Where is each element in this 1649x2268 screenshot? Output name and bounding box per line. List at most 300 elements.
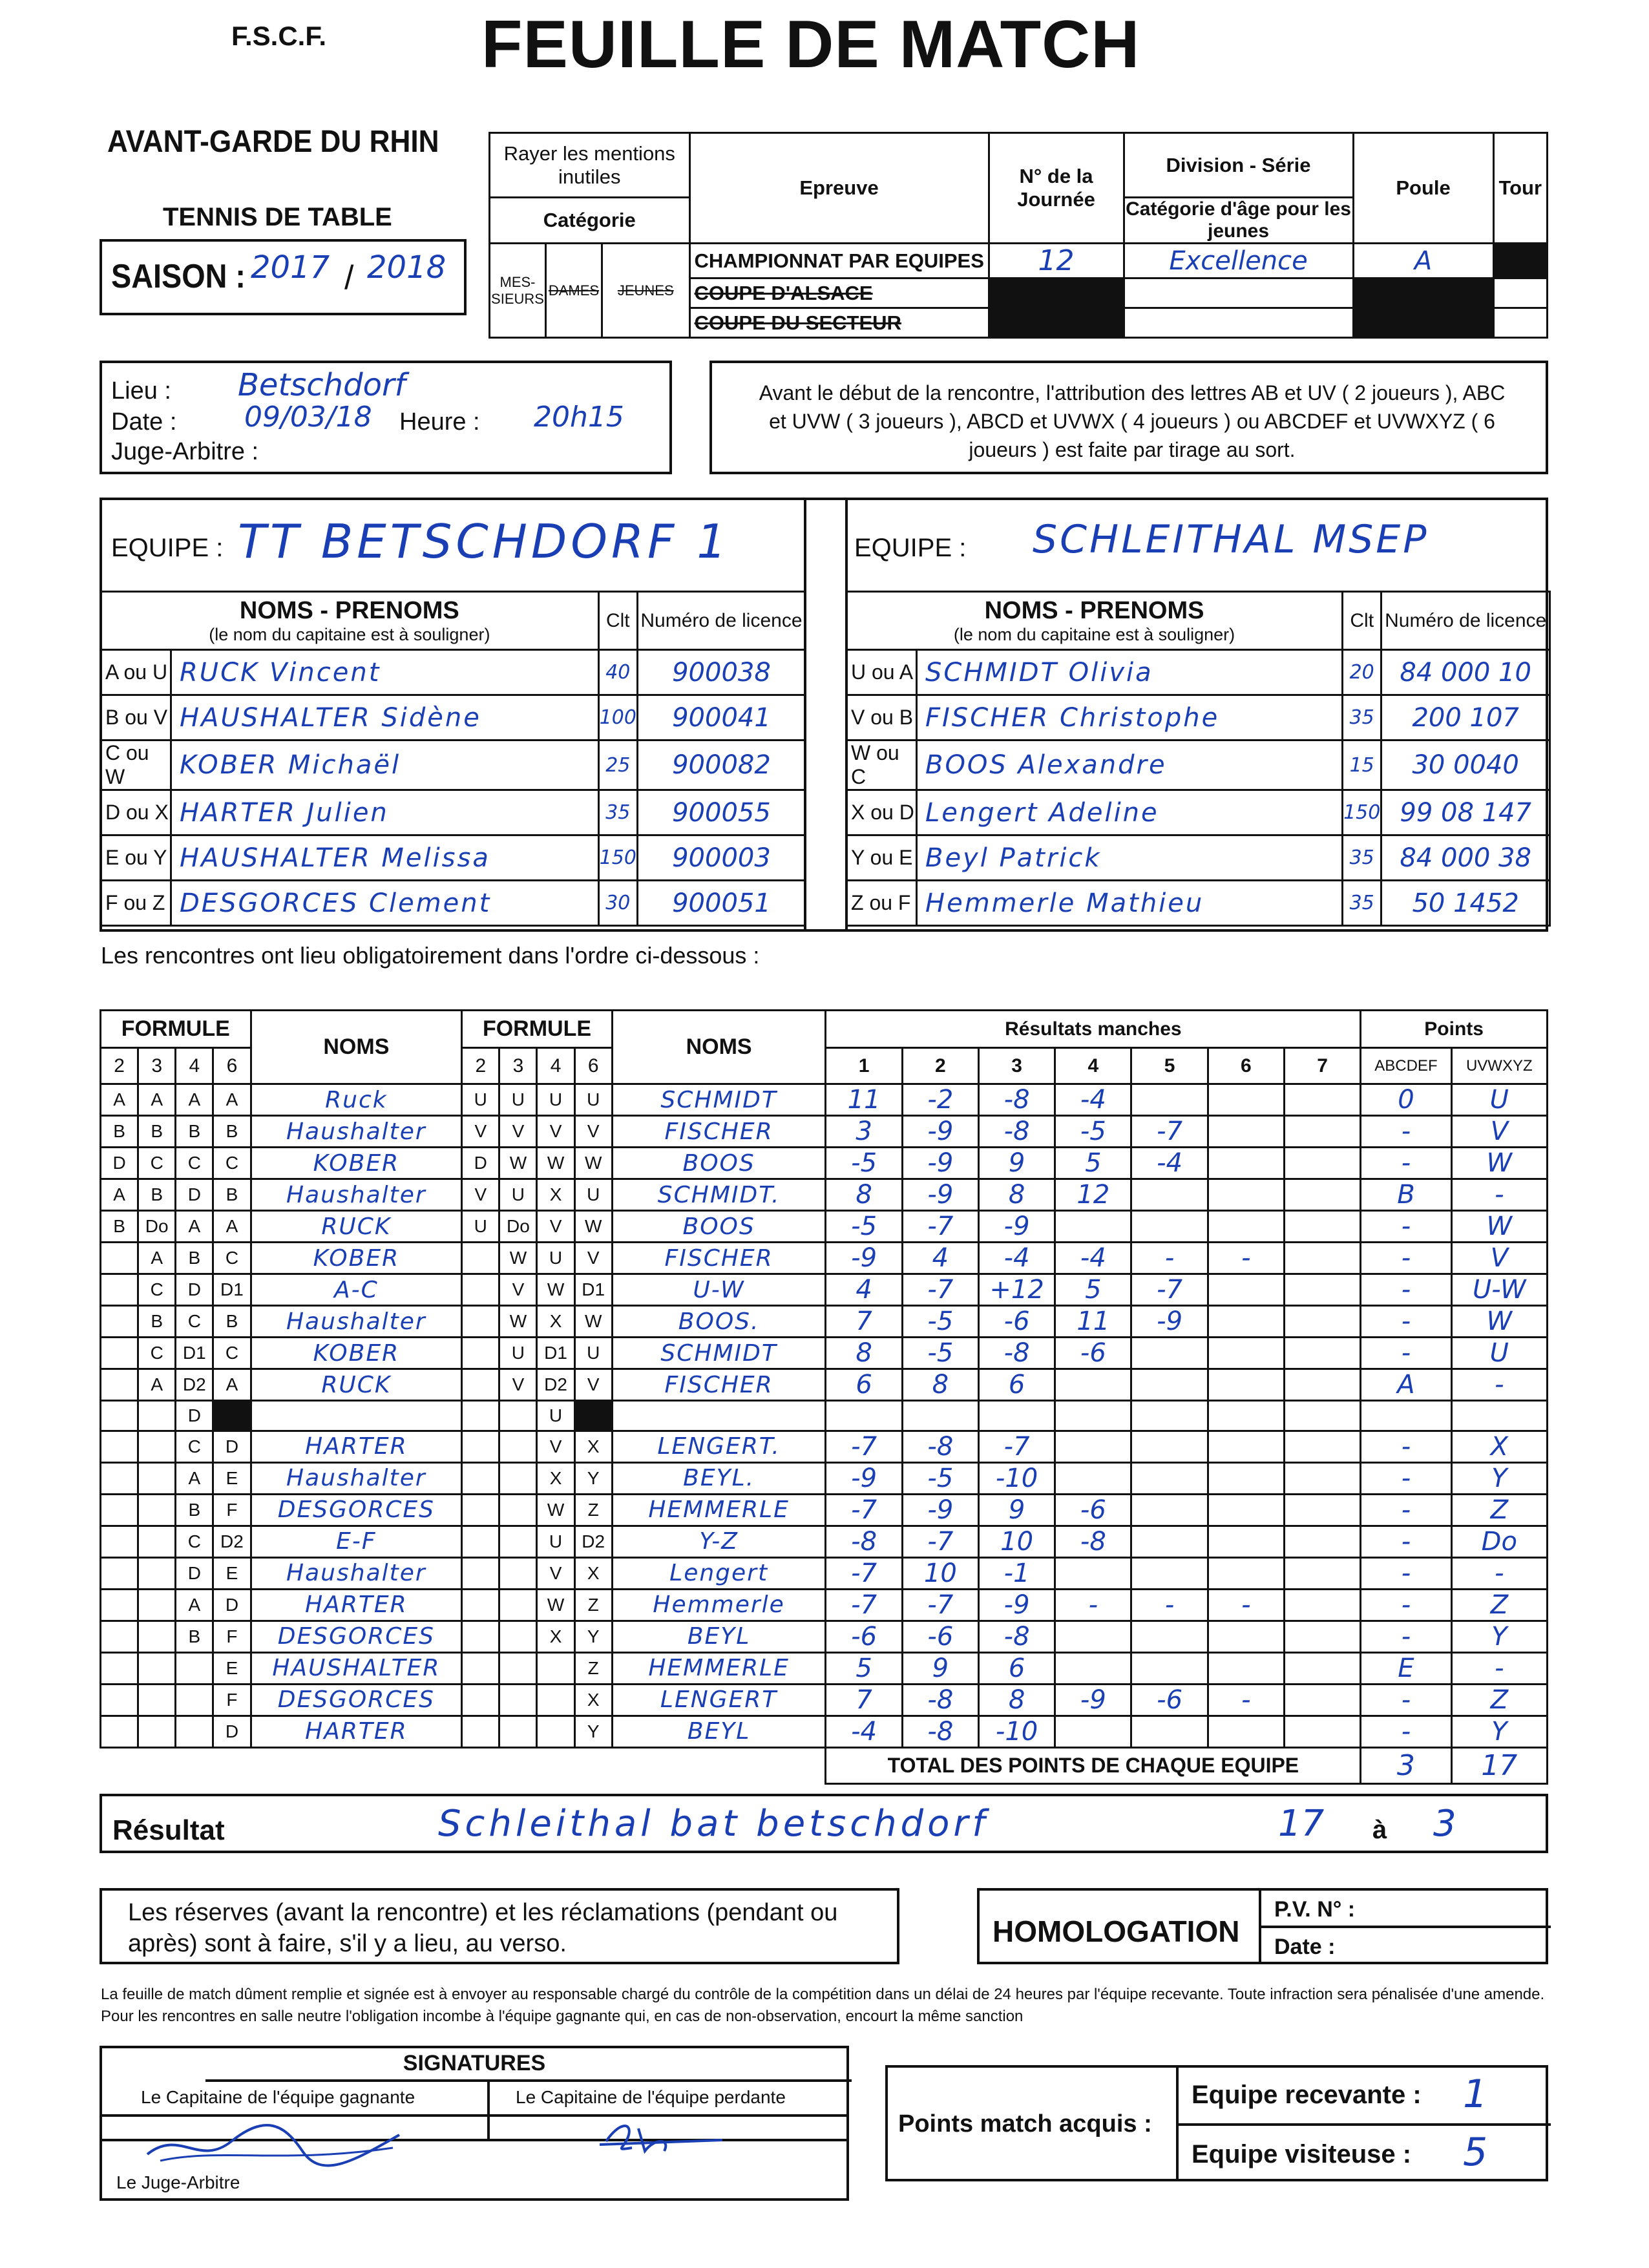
formule-right-cell: Y — [574, 1716, 612, 1747]
point-team-b: V — [1451, 1116, 1547, 1148]
formule-left-cell — [101, 1401, 138, 1431]
set-score — [1131, 1652, 1208, 1684]
set-score: -8 — [902, 1431, 978, 1462]
player-row — [846, 650, 1550, 695]
formule-right-cell: Z — [574, 1589, 612, 1621]
set-score — [1208, 1369, 1284, 1401]
formule-left-cell: D — [213, 1589, 251, 1621]
formule-left-col: 2 — [101, 1048, 138, 1084]
set-score: -7 — [826, 1431, 902, 1462]
formule-left-cell — [213, 1401, 251, 1431]
set-score: 11 — [1055, 1306, 1131, 1338]
point-team-a: - — [1361, 1116, 1451, 1148]
team-right-lic-header: Numéro de licence — [1381, 592, 1550, 650]
formule-right-cell: X — [574, 1684, 612, 1716]
noms-left-header: NOMS — [251, 1011, 462, 1084]
formule-left-cell: B — [176, 1494, 213, 1526]
match-right-name: FISCHER — [612, 1116, 826, 1148]
set-score — [1284, 1274, 1360, 1306]
formule-left-cell: E — [213, 1557, 251, 1589]
formule-left-cell: A — [176, 1211, 213, 1243]
formule-left-cell — [101, 1338, 138, 1369]
epreuve-row-coupe-secteur: COUPE DU SECTEUR — [689, 308, 989, 338]
set-score — [1208, 1401, 1284, 1431]
match-left-name: DESGORCES — [251, 1684, 462, 1716]
match-left-name: Haushalter — [251, 1306, 462, 1338]
formule-left-cell — [138, 1652, 176, 1684]
info-text: Avant le début de la rencontre, l'attribution des lettres AB et UV ( 2 joueurs ), ABC et UVW ( 3 joueurs ), ABCD et UVWX ( 4 joueurs ) ou ABCDEF et UVWXYZ ( 6 joueurs ) est faite par tirage au sort. — [759, 381, 1506, 461]
poule-blackout — [1353, 278, 1493, 308]
match-row — [101, 1338, 1548, 1369]
team-right-noms-header: NOMS - PRENOMS — [984, 596, 1204, 624]
set-score: 8 — [826, 1179, 902, 1211]
point-team-a: E — [1361, 1652, 1451, 1684]
match-right-name: Hemmerle — [612, 1589, 826, 1621]
set-score — [978, 1401, 1055, 1431]
player-clt: 150 — [1343, 790, 1381, 835]
point-team-b — [1451, 1401, 1547, 1431]
formule-left-cell: D — [176, 1179, 213, 1211]
poule-value: A — [1353, 244, 1493, 278]
formule-left-cell: C — [138, 1148, 176, 1179]
poule-header: Poule — [1353, 133, 1493, 244]
set-score: -9 — [826, 1462, 902, 1494]
match-right-name: BEYL. — [612, 1462, 826, 1494]
player-clt: 35 — [1343, 881, 1381, 926]
set-score — [1284, 1306, 1360, 1338]
point-team-b: W — [1451, 1211, 1547, 1243]
set-score — [1284, 1716, 1360, 1747]
epreuve-row-coupe-alsace: COUPE D'ALSACE — [689, 278, 989, 308]
formule-right-cell — [537, 1716, 574, 1747]
set-score — [902, 1401, 978, 1431]
set-score: -5 — [902, 1462, 978, 1494]
points-match-box — [885, 2065, 1548, 2181]
formule-left-cell: A — [138, 1243, 176, 1274]
player-name: SCHMIDT Olivia — [917, 650, 1343, 695]
formule-left-cell — [138, 1462, 176, 1494]
cat-messieurs: MES-SIEURS — [490, 244, 546, 338]
point-team-a: - — [1361, 1431, 1451, 1462]
set-score: 5 — [1055, 1148, 1131, 1179]
point-team-a: - — [1361, 1557, 1451, 1589]
formule-right-cell — [462, 1621, 499, 1652]
player-row — [846, 695, 1550, 740]
set-score — [1208, 1652, 1284, 1684]
formule-left-col: 6 — [213, 1048, 251, 1084]
formule-left-cell: F — [213, 1621, 251, 1652]
match-right-name: LENGERT — [612, 1684, 826, 1716]
formule-left-cell: B — [138, 1306, 176, 1338]
set-score: -8 — [978, 1084, 1055, 1116]
set-score: -5 — [826, 1211, 902, 1243]
formule-right-cell: V — [574, 1369, 612, 1401]
player-row — [101, 790, 806, 835]
match-left-name: RUCK — [251, 1211, 462, 1243]
saison-label: SAISON : — [111, 258, 246, 295]
formule-right-cell: W — [537, 1589, 574, 1621]
set-score: 3 — [826, 1116, 902, 1148]
formule-left-cell: D — [101, 1148, 138, 1179]
set-score — [1284, 1211, 1360, 1243]
saison-start: 2017 — [251, 249, 330, 286]
formule-left-cell: E — [213, 1462, 251, 1494]
rayer-mentions: Rayer les mentions inutiles — [490, 133, 690, 198]
journee-header: N° de la Journée — [989, 133, 1124, 244]
player-row — [846, 835, 1550, 881]
set-score: -6 — [1055, 1494, 1131, 1526]
formule-right-cell: V — [537, 1116, 574, 1148]
set-score: - — [1055, 1589, 1131, 1621]
signature-winner-label: Le Capitaine de l'équipe gagnante — [141, 2087, 415, 2107]
set-score: 4 — [902, 1243, 978, 1274]
formule-right-header: FORMULE — [462, 1011, 613, 1048]
set-score: -4 — [1055, 1243, 1131, 1274]
match-row — [101, 1401, 1548, 1431]
set-score — [1055, 1431, 1131, 1462]
formule-right-cell: W — [537, 1274, 574, 1306]
player-licence: 200 107 — [1381, 695, 1550, 740]
set-score: 5 — [826, 1652, 902, 1684]
set-score — [1131, 1369, 1208, 1401]
set-score — [1208, 1621, 1284, 1652]
player-clt: 100 — [598, 695, 637, 740]
set-score: -8 — [978, 1621, 1055, 1652]
player-clt: 150 — [598, 835, 637, 881]
set-score: -5 — [902, 1338, 978, 1369]
formule-left-cell: A — [176, 1462, 213, 1494]
formule-right-col: 3 — [499, 1048, 537, 1084]
juge-label: Juge-Arbitre : — [111, 438, 259, 465]
formule-right-cell — [499, 1652, 537, 1684]
match-right-name: SCHMIDT. — [612, 1179, 826, 1211]
player-name: FISCHER Christophe — [917, 695, 1343, 740]
set-score — [1055, 1211, 1131, 1243]
set-score: -7 — [902, 1274, 978, 1306]
set-header: 5 — [1131, 1048, 1208, 1084]
formule-left-cell: F — [213, 1494, 251, 1526]
point-team-a: - — [1361, 1274, 1451, 1306]
set-header: 3 — [978, 1048, 1055, 1084]
formule-right-cell: U — [537, 1084, 574, 1116]
division-value: Excellence — [1124, 244, 1353, 278]
set-score: 9 — [902, 1652, 978, 1684]
journee-blackout — [989, 278, 1124, 308]
set-score: -8 — [978, 1116, 1055, 1148]
player-clt: 35 — [1343, 695, 1381, 740]
formule-left-cell — [101, 1652, 138, 1684]
formule-right-cell: W — [499, 1148, 537, 1179]
set-score: -9 — [902, 1148, 978, 1179]
player-name: DESGORCES Clement — [171, 881, 599, 926]
set-score: -4 — [978, 1243, 1055, 1274]
set-score: -6 — [826, 1621, 902, 1652]
set-score: -6 — [1055, 1338, 1131, 1369]
set-score: -7 — [978, 1431, 1055, 1462]
match-row — [101, 1084, 1548, 1116]
point-team-b: U-W — [1451, 1274, 1547, 1306]
set-score: -7 — [902, 1526, 978, 1557]
formule-left-cell: B — [138, 1116, 176, 1148]
formule-left-cell: D2 — [176, 1369, 213, 1401]
player-row — [101, 835, 806, 881]
match-row — [101, 1557, 1548, 1589]
match-row — [101, 1431, 1548, 1462]
formule-left-cell — [138, 1684, 176, 1716]
formule-right-cell — [462, 1494, 499, 1526]
recevante-label: Equipe recevante : — [1192, 2081, 1422, 2109]
formule-right-cell: W — [499, 1243, 537, 1274]
set-score: -7 — [902, 1589, 978, 1621]
match-row — [101, 1243, 1548, 1274]
formule-right-cell — [462, 1589, 499, 1621]
point-team-b: Do — [1451, 1526, 1547, 1557]
point-team-b: Z — [1451, 1589, 1547, 1621]
homologation-date-label: Date : — [1274, 1935, 1336, 1959]
set-score: - — [1131, 1243, 1208, 1274]
formule-right-cell — [462, 1462, 499, 1494]
epreuve-header: Epreuve — [689, 133, 989, 244]
set-score: 4 — [826, 1274, 902, 1306]
point-team-b: V — [1451, 1243, 1547, 1274]
match-row — [101, 1462, 1548, 1494]
formule-left-cell: B — [213, 1116, 251, 1148]
set-header: 7 — [1284, 1048, 1360, 1084]
date-label: Date : — [111, 408, 177, 436]
match-right-name: Y-Z — [612, 1526, 826, 1557]
page-title: FEUILLE DE MATCH — [481, 7, 1140, 82]
match-right-name: HEMMERLE — [612, 1652, 826, 1684]
formule-right-cell: W — [499, 1306, 537, 1338]
reserves-text: Les réserves (avant la rencontre) et les réclamations (pendant ou après) sont à faire, s'il y a lieu, au verso. — [128, 1899, 838, 1957]
player-slot: Z ou F — [846, 881, 917, 926]
match-right-name: BOOS. — [612, 1306, 826, 1338]
match-row — [101, 1148, 1548, 1179]
formule-right-cell — [499, 1589, 537, 1621]
formule-left-cell: C — [176, 1306, 213, 1338]
resultats-header: Résultats manches — [826, 1011, 1361, 1048]
point-team-b: Y — [1451, 1716, 1547, 1747]
formule-left-cell — [101, 1462, 138, 1494]
set-score — [1131, 1716, 1208, 1747]
team-right-clt-header: Clt — [1343, 592, 1381, 650]
formule-right-cell: D1 — [574, 1274, 612, 1306]
point-team-a: B — [1361, 1179, 1451, 1211]
set-score: -6 — [902, 1621, 978, 1652]
player-slot: V ou B — [846, 695, 917, 740]
formule-left-cell: C — [213, 1338, 251, 1369]
set-score: 5 — [1055, 1274, 1131, 1306]
player-slot: X ou D — [846, 790, 917, 835]
match-left-name: Ruck — [251, 1084, 462, 1116]
resultat-score-a: 17 — [1278, 1803, 1325, 1845]
formule-right-cell — [537, 1652, 574, 1684]
set-score — [1208, 1526, 1284, 1557]
team-left-equipe-label: EQUIPE : — [111, 534, 224, 562]
division-header: Division - Série — [1124, 133, 1353, 198]
set-score — [1131, 1179, 1208, 1211]
formule-right-cell: V — [537, 1557, 574, 1589]
set-score — [1208, 1084, 1284, 1116]
match-left-name: HARTER — [251, 1431, 462, 1462]
formule-right-cell: W — [574, 1211, 612, 1243]
match-row — [101, 1179, 1548, 1211]
set-score: 7 — [826, 1684, 902, 1716]
formule-right-cell: U — [574, 1338, 612, 1369]
set-score — [1284, 1084, 1360, 1116]
set-score: - — [1208, 1243, 1284, 1274]
formule-right-col: 2 — [462, 1048, 499, 1084]
journee-value: 12 — [989, 244, 1124, 278]
set-score: -7 — [826, 1557, 902, 1589]
formule-right-cell — [462, 1369, 499, 1401]
formule-left-cell: C — [176, 1431, 213, 1462]
formule-left-cell: D1 — [176, 1338, 213, 1369]
player-name: KOBER Michaël — [171, 740, 599, 790]
formule-left-cell — [138, 1494, 176, 1526]
match-row — [101, 1652, 1548, 1684]
set-score: 9 — [978, 1494, 1055, 1526]
formule-right-cell: W — [537, 1494, 574, 1526]
heure-label: Heure : — [399, 408, 480, 436]
club-name: AVANT-GARDE DU RHIN — [107, 125, 439, 159]
sport-label: TENNIS DE TABLE — [163, 203, 392, 231]
formule-left-cell — [138, 1401, 176, 1431]
formule-left-col: 3 — [138, 1048, 176, 1084]
lieu-label: Lieu : — [111, 377, 171, 404]
resultat-score-b: 3 — [1433, 1803, 1456, 1845]
formule-left-cell: C — [213, 1243, 251, 1274]
player-clt: 30 — [598, 881, 637, 926]
points-header: Points — [1361, 1011, 1548, 1048]
formule-right-cell — [462, 1652, 499, 1684]
formule-right-cell: U — [499, 1084, 537, 1116]
formule-right-cell — [537, 1684, 574, 1716]
player-slot: E ou Y — [101, 835, 171, 881]
point-team-b: W — [1451, 1306, 1547, 1338]
lieu-box — [100, 361, 672, 474]
player-name: Hemmerle Mathieu — [917, 881, 1343, 926]
formule-left-col: 4 — [176, 1048, 213, 1084]
formule-right-cell: X — [537, 1306, 574, 1338]
player-name: HAUSHALTER Sidène — [171, 695, 599, 740]
formule-left-cell — [101, 1716, 138, 1747]
formule-left-cell: D — [176, 1557, 213, 1589]
point-team-b: Y — [1451, 1462, 1547, 1494]
set-score: 12 — [1055, 1179, 1131, 1211]
formule-left-cell: D — [176, 1274, 213, 1306]
formule-left-cell: A — [213, 1369, 251, 1401]
player-clt: 15 — [1343, 740, 1381, 790]
set-score — [1055, 1369, 1131, 1401]
set-score: -4 — [1131, 1148, 1208, 1179]
formule-left-cell — [101, 1274, 138, 1306]
formule-left-cell: D — [213, 1431, 251, 1462]
total-team-b: 17 — [1451, 1747, 1547, 1783]
player-licence: 84 000 10 — [1381, 650, 1550, 695]
point-team-b: Y — [1451, 1621, 1547, 1652]
formule-right-cell: Z — [574, 1494, 612, 1526]
team-left-clt-header: Clt — [598, 592, 637, 650]
set-header: 1 — [826, 1048, 902, 1084]
set-score — [1284, 1338, 1360, 1369]
formule-right-cell: V — [499, 1369, 537, 1401]
set-score: -10 — [978, 1462, 1055, 1494]
player-licence: 50 1452 — [1381, 881, 1550, 926]
match-left-name: Haushalter — [251, 1116, 462, 1148]
match-left-name: HARTER — [251, 1716, 462, 1747]
set-score — [1284, 1557, 1360, 1589]
formule-left-cell: F — [213, 1684, 251, 1716]
saison-separator: / — [344, 259, 354, 297]
player-slot: A ou U — [101, 650, 171, 695]
set-score — [1284, 1621, 1360, 1652]
formule-right-cell — [499, 1526, 537, 1557]
set-score: -5 — [826, 1148, 902, 1179]
player-clt: 35 — [1343, 835, 1381, 881]
cat-dames: DAMES — [546, 244, 602, 338]
formule-right-cell: X — [574, 1431, 612, 1462]
player-slot: U ou A — [846, 650, 917, 695]
formule-left-cell — [138, 1526, 176, 1557]
set-score — [1131, 1494, 1208, 1526]
point-team-a: - — [1361, 1148, 1451, 1179]
formule-right-cell — [499, 1621, 537, 1652]
recevante-value: 1 — [1463, 2072, 1488, 2117]
set-score — [1131, 1431, 1208, 1462]
formule-left-cell: D — [213, 1716, 251, 1747]
set-score — [1284, 1431, 1360, 1462]
point-team-a: - — [1361, 1211, 1451, 1243]
set-score — [826, 1401, 902, 1431]
formule-left-cell: D2 — [213, 1526, 251, 1557]
set-score: -9 — [1131, 1306, 1208, 1338]
formule-left-cell: E — [213, 1652, 251, 1684]
match-right-name: Lengert — [612, 1557, 826, 1589]
set-score: -7 — [826, 1589, 902, 1621]
set-score: -8 — [902, 1684, 978, 1716]
formule-left-cell — [138, 1589, 176, 1621]
resultat-a-label: à — [1372, 1816, 1387, 1844]
set-score — [1208, 1462, 1284, 1494]
formule-right-cell: U — [537, 1243, 574, 1274]
loser-signature-scribble — [593, 2116, 735, 2161]
formule-right-cell — [462, 1684, 499, 1716]
set-score: -9 — [902, 1494, 978, 1526]
set-score — [1131, 1338, 1208, 1369]
resultat-value: Schleithal bat betschdorf — [438, 1803, 989, 1845]
match-left-name: HARTER — [251, 1589, 462, 1621]
formule-right-cell — [462, 1306, 499, 1338]
formule-right-cell — [462, 1338, 499, 1369]
match-left-name: E-F — [251, 1526, 462, 1557]
point-team-b: U — [1451, 1084, 1547, 1116]
signatures-box — [100, 2046, 849, 2201]
formule-left-cell: A — [176, 1589, 213, 1621]
formule-right-cell — [499, 1494, 537, 1526]
set-score — [1284, 1243, 1360, 1274]
tour-header: Tour — [1493, 133, 1547, 244]
set-score: -9 — [1055, 1684, 1131, 1716]
set-score: -1 — [978, 1557, 1055, 1589]
signatures-title: SIGNATURES — [403, 2051, 546, 2075]
lieu-value: Betschdorf — [238, 367, 406, 403]
visiteuse-value: 5 — [1463, 2130, 1488, 2175]
formule-left-cell: C — [138, 1338, 176, 1369]
formule-right-cell: V — [537, 1211, 574, 1243]
formule-right-cell: U — [499, 1338, 537, 1369]
formule-right-cell — [499, 1401, 537, 1431]
